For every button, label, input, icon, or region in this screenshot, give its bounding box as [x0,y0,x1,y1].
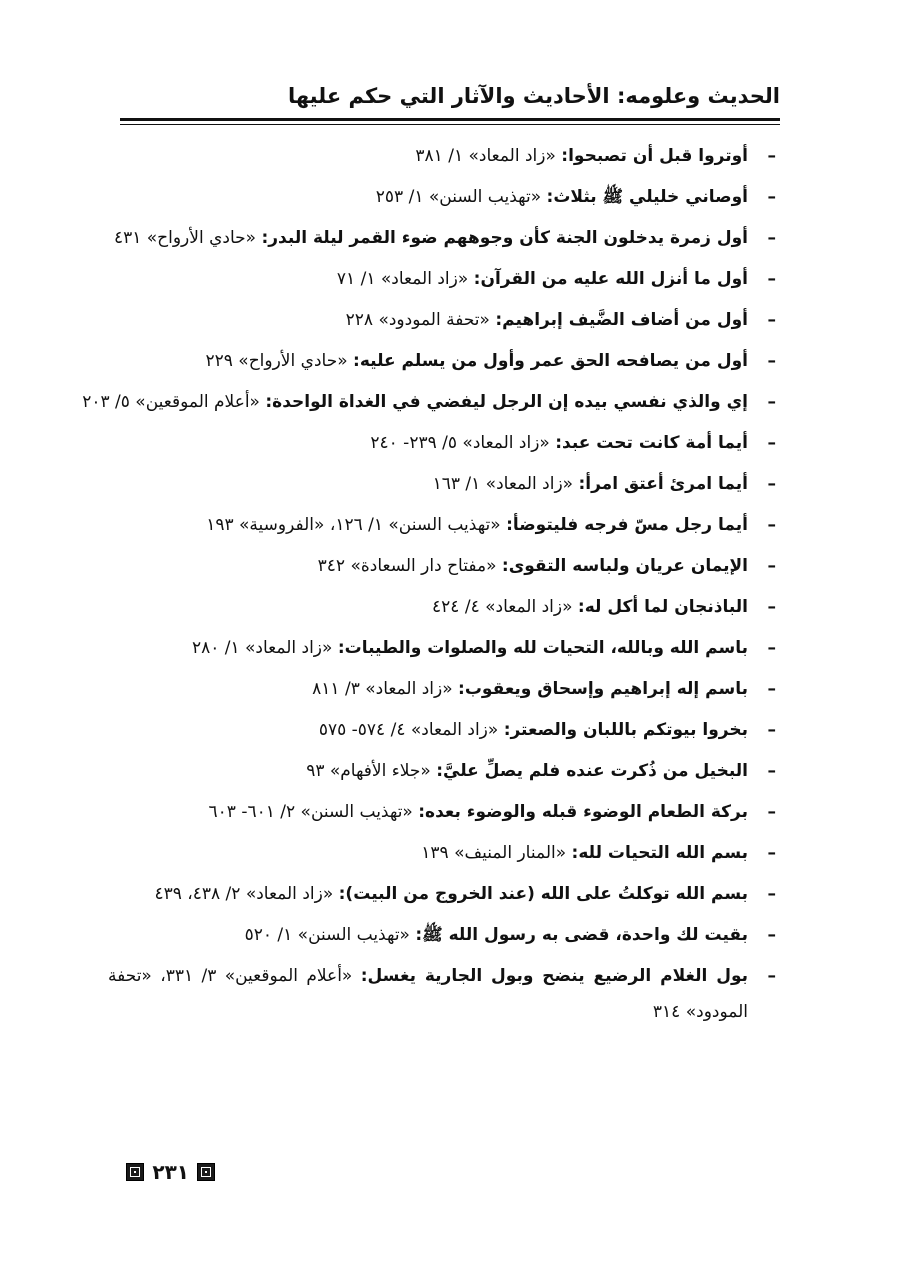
list-item [108,546,780,587]
reference-text: «زاد المعاد» ٤/ ٤٢٤ [432,597,578,617]
dash-bullet: – [767,146,776,166]
reference-text: «مفتاح دار السعادة» ٣٤٢ [317,556,502,576]
running-header [120,82,780,122]
list-item [108,710,780,751]
hadith-text: باسم الله وبالله، التحيات لله والصلوات والطيبات: [337,638,748,658]
dash-bullet: – [767,638,776,658]
reference-text: «زاد المعاد» ٥/ ٢٣٩- ٢٤٠ [370,433,556,453]
list-item [108,874,780,915]
list-item [108,300,780,341]
reference-text: «زاد المعاد» ١/ ٣٨١ [415,146,562,166]
header-rule-thin [120,124,780,125]
dash-bullet: – [767,925,776,945]
hadith-text: بول الغلام الرضيع ينضح وبول الجارية يغسل: [360,966,748,986]
list-item [108,587,780,628]
hadith-text: بقيت لك واحدة، قضى به رسول الله ﷺ: [415,925,748,945]
hadith-text: أول ما أنزل الله عليه من القرآن: [473,269,748,289]
hadith-text: بسم الله توكلتُ على الله (عند الخروج من البيت): [338,884,748,904]
hadith-text: البخيل من ذُكرت عنده فلم يصلِّ عليَّ: [436,761,748,781]
hadith-text: بسم الله التحيات لله: [571,843,748,863]
hadith-text: باسم إله إبراهيم وإسحاق ويعقوب: [458,679,748,699]
reference-text: «تهذيب السنن» ٢/ ٦٠١- ٦٠٣ [208,802,419,822]
hadith-text: أول زمرة يدخلون الجنة كأن وجوههم ضوء القمر ليلة البدر: [261,228,748,248]
dash-bullet: – [767,761,776,781]
dash-bullet: – [767,474,776,494]
dash-bullet: – [767,433,776,453]
hadith-text: إي والذي نفسي بيده إن الرجل ليفضي في الغداة الواحدة: [265,392,748,412]
dash-bullet: – [767,884,776,904]
dash-bullet: – [767,802,776,822]
list-item [108,136,780,177]
dash-bullet: – [767,310,776,330]
list-item [108,956,780,1030]
reference-text: «تهذيب السنن» ١/ ٥٢٠ [244,925,416,945]
reference-text: «تهذيب السنن» ١/ ٢٥٣ [375,187,547,207]
dash-bullet: – [767,187,776,207]
reference-text: «حادي الأرواح» ٢٢٩ [205,351,354,371]
square-ornament-icon [197,1163,215,1181]
header-rule-thick [120,118,780,121]
dash-bullet: – [767,515,776,535]
reference-text: «زاد المعاد» ٣/ ٨١١ [312,679,459,699]
dash-bullet: – [767,679,776,699]
reference-text: «أعلام الموقعين» ٣/ ٣٣١، «تحفة المودود» ٣١٤ [108,966,748,1022]
list-item [108,177,780,218]
dash-bullet: – [767,966,776,986]
hadith-text: أول من أضاف الضَّيف إبراهيم: [495,310,748,330]
list-item [108,833,780,874]
hadith-text: أوصاني خليلي ﷺ بثلاث: [546,187,748,207]
reference-text: «حادي الأرواح» ٤٣١ [113,228,262,248]
reference-text: «زاد المعاد» ٢/ ٤٣٨، ٤٣٩ [154,884,339,904]
reference-text: «المنار المنيف» ١٣٩ [421,843,572,863]
hadith-text: الباذنجان لما أكل له: [577,597,748,617]
reference-text: «أعلام الموقعين» ٥/ ٢٠٣ [82,392,266,412]
list-item [108,423,780,464]
page-footer [126,1158,215,1186]
list-item [108,218,780,259]
dash-bullet: – [767,228,776,248]
dash-bullet: – [767,556,776,576]
list-item [108,464,780,505]
hadith-text: بخروا بيوتكم باللبان والصعتر: [503,720,748,740]
reference-text: «جلاء الأفهام» ٩٣ [306,761,437,781]
dash-bullet: – [767,720,776,740]
page-number: ٢٣١ [152,1160,189,1184]
list-item [108,751,780,792]
list-item [108,341,780,382]
hadith-text: أول من يصافحه الحق عمر وأول من يسلم عليه: [353,351,748,371]
hadith-text: أوتروا قبل أن تصبحوا: [561,146,748,166]
reference-text: «زاد المعاد» ١/ ١٦٣ [432,474,579,494]
hadith-text: أيما أمة كانت تحت عبد: [555,433,748,453]
hadith-text: أيما امرئ أعتق امرأ: [578,474,748,494]
dash-bullet: – [767,392,776,412]
dash-bullet: – [767,597,776,617]
hadith-index-list [82,136,780,1030]
list-item [108,505,780,546]
dash-bullet: – [767,269,776,289]
dash-bullet: – [767,351,776,371]
hadith-text: أيما رجل مسّ فرجه فليتوضأ: [506,515,748,535]
reference-text: «تحفة المودود» ٢٢٨ [345,310,496,330]
reference-text: «زاد المعاد» ١/ ٧١ [336,269,474,289]
reference-text: «تهذيب السنن» ١/ ١٢٦، «الفروسية» ١٩٣ [206,515,507,535]
hadith-text: بركة الطعام الوضوء قبله والوضوء بعده: [418,802,748,822]
list-item [108,915,780,956]
list-item [108,259,780,300]
dash-bullet: – [767,843,776,863]
page-title: الحديث وعلومه: الأحاديث والآثار التي حكم عليها [287,84,780,108]
list-item [108,669,780,710]
hadith-text: الإيمان عريان ولباسه التقوى: [501,556,748,576]
square-ornament-icon [126,1163,144,1181]
reference-text: «زاد المعاد» ١/ ٢٨٠ [191,638,338,658]
list-item [108,792,780,833]
reference-text: «زاد المعاد» ٤/ ٥٧٤- ٥٧٥ [318,720,504,740]
list-item [108,628,780,669]
list-item [82,382,780,423]
